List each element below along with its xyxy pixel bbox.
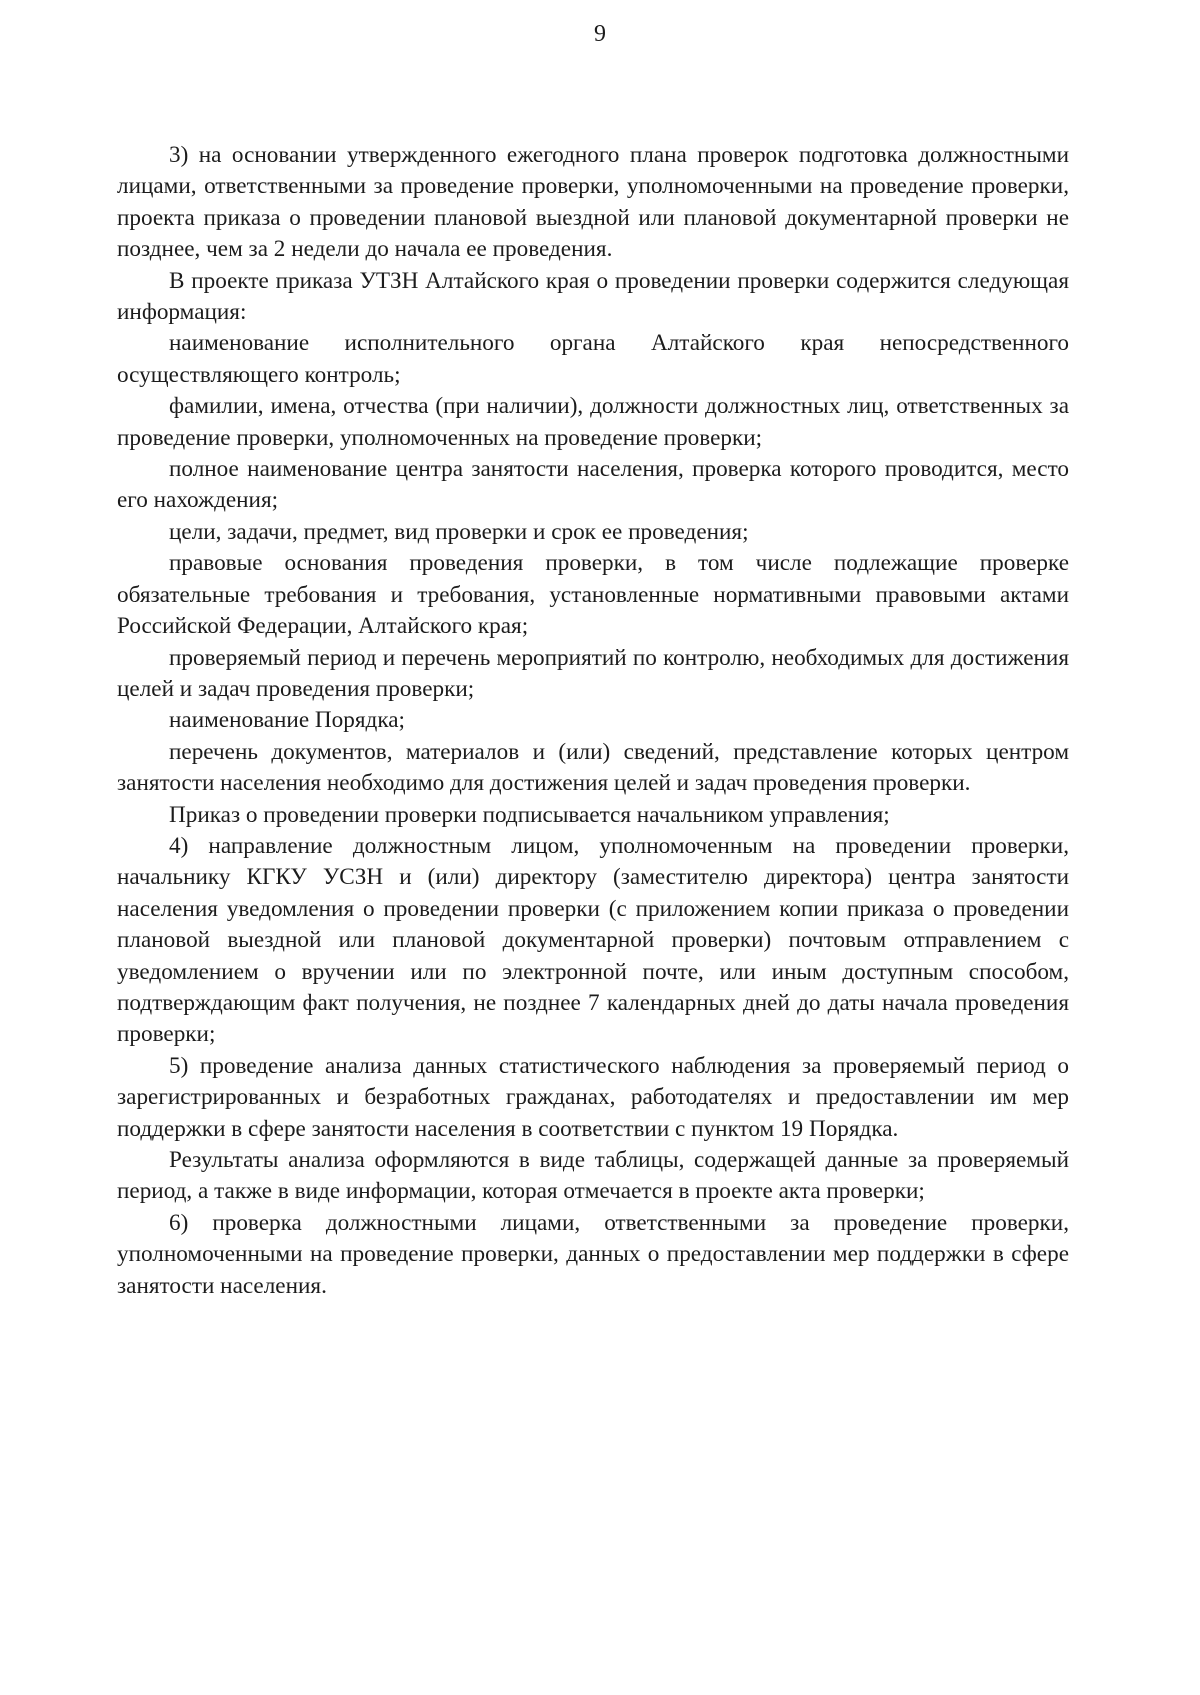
paragraph-legal-grounds: правовые основания проведения проверки, в том числе подлежащие проверке обязательные требования и требования, установленные нормативными правовыми актами Российской Федерации, Алтайского края;	[117, 550, 1069, 640]
paragraph-center-name: полное наименование центра занятости населения, проверка которого проводится, место его нахождения;	[117, 456, 1069, 514]
paragraph-order-contents-intro: В проекте приказа УТЗН Алтайского края о проведении проверки содержится следующая информация:	[117, 267, 1069, 326]
paragraph-period-measures: проверяемый период и перечень мероприятий по контролю, необходимых для достижения целей и задач проведения проверки;	[117, 644, 1069, 702]
paragraph-procedure-name: наименование Порядка;	[169, 707, 405, 734]
paragraph-documents-list: перечень документов, материалов и (или) сведений, представление которых центром занятости населения необходимо для достижения целей и задач проведения проверки.	[117, 738, 1069, 797]
paragraph-item-5: 5) проведение анализа данных статистического наблюдения за проверяемый период о зарегистрированных и безработных гражданах, работодателях и предоставлении им мер поддержки в сфере занятости населения в соответствии с пунктом 19 Порядка.	[117, 1052, 1069, 1142]
paragraph-item-4: 4) направление должностным лицом, уполномоченным на проведении проверки, начальнику КГКУ УСЗН и (или) директору (заместителю директора) центра занятости населения уведомления о проведении проверки (с приложением копии приказа о проведении плановой выездной или плановой документарной проверки) почтовым отправлением с уведомлением о вручении или по электронной почте, или иным доступным способом, подтверждающим факт получения, не позднее 7 календарных дней до даты начала проведения проверки;	[117, 832, 1069, 1048]
paragraph-authority-name: наименование исполнительного органа Алтайского края непосредственного осуществляющего контроль;	[117, 330, 1069, 388]
page-number: 9	[594, 21, 606, 47]
document-body	[117, 140, 1069, 1302]
paragraph-item-6: 6) проверка должностными лицами, ответственными за проведение проверки, уполномоченными на проведение проверки, данных о предоставлении мер поддержки в сфере занятости населения.	[117, 1209, 1069, 1299]
paragraph-item-3: 3) на основании утвержденного ежегодного плана проверок подготовка должностными лицами, ответственными за проведение проверки, уполномоченными на проведение проверки, проекта приказа о проведении плановой выездной или плановой документарной проверки не позднее, чем за 2 недели до начала ее проведения.	[117, 142, 1069, 263]
paragraph-goals-tasks: цели, задачи, предмет, вид проверки и срок ее проведения;	[169, 518, 749, 545]
paragraph-analysis-results: Результаты анализа оформляются в виде таблицы, содержащей данные за проверяемый период, а также в виде информации, которая отмечается в проекте акта проверки;	[117, 1147, 1069, 1205]
paragraph-officials-names: фамилии, имена, отчества (при наличии), должности должностных лиц, ответственных за проведение проверки, уполномоченных на проведение проверки;	[117, 393, 1069, 451]
paragraph-order-signing: Приказ о проведении проверки подписывается начальником управления;	[169, 801, 890, 828]
